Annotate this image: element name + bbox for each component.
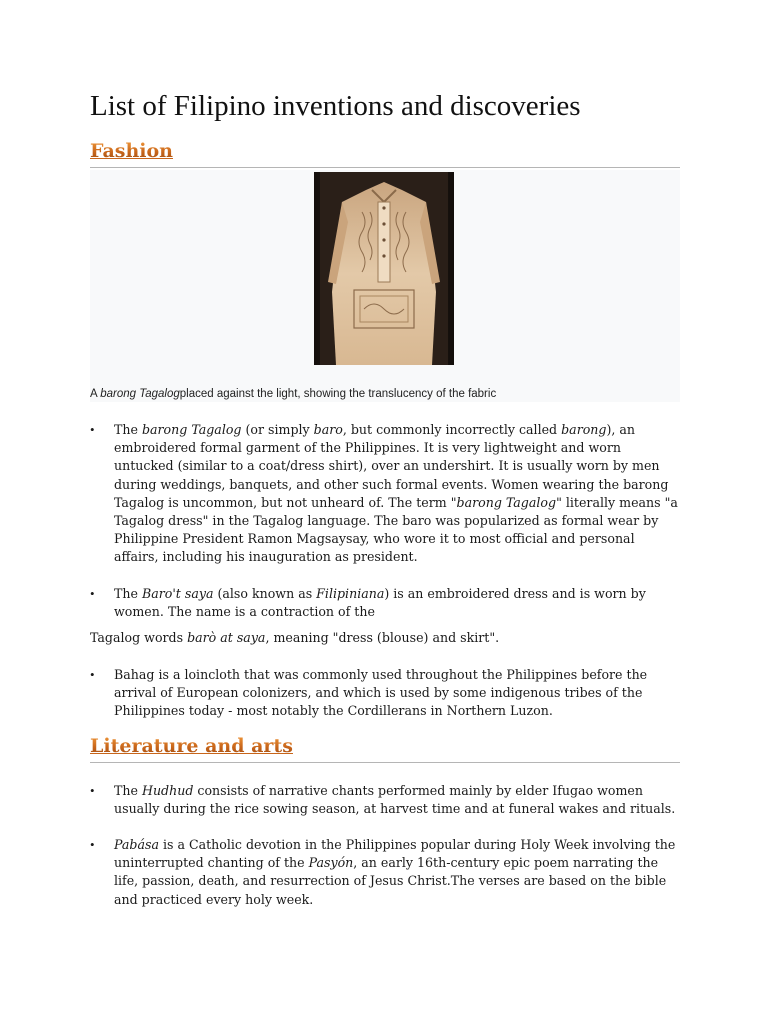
text-run: ) is an embroidered dress and is worn by women. The name is a contraction of the bbox=[114, 586, 646, 620]
fashion-list bbox=[90, 421, 682, 567]
text-emphasis: barò at saya bbox=[187, 630, 266, 645]
text-run: Bahag is a loincloth that was commonly used throughout the Philippines before the arrival of European colonizers, and which is used by some indigenous tribes of the Philippines today - most notably the Cordillerans in Northern Luzon. bbox=[114, 667, 648, 719]
caption-text: A bbox=[90, 388, 101, 400]
literature-list bbox=[90, 836, 682, 909]
literature-list bbox=[90, 782, 682, 818]
text-run: The bbox=[114, 422, 142, 437]
text-run: is a Catholic devotion in the Philippines popular during Holy Week involving the uninterrupted chanting of the bbox=[114, 837, 676, 871]
text-emphasis: Pasyón bbox=[308, 855, 354, 871]
section-divider bbox=[90, 167, 680, 168]
text-emphasis: barong Tagalog bbox=[141, 422, 242, 437]
list-item-pabasa bbox=[90, 836, 682, 909]
section-heading-fashion: Fashion bbox=[90, 140, 173, 162]
list-item-barong-tagalog bbox=[90, 421, 682, 567]
barong-tagalog-photo bbox=[314, 172, 454, 365]
text-emphasis: barong Tagalog bbox=[456, 494, 557, 510]
text-run: consists of narrative chants performed mainly by elder Ifugao women usually during the rice sowing season, at harvest time and at funeral wakes and rituals. bbox=[114, 783, 676, 817]
caption-emphasis: barong Tagalog bbox=[100, 388, 180, 400]
fashion-list bbox=[90, 666, 682, 721]
list-item-barot-saya bbox=[90, 585, 682, 621]
list-item-bahag bbox=[90, 666, 682, 721]
text-run: The bbox=[114, 586, 142, 601]
bullet-icon: • bbox=[90, 783, 95, 798]
continuation-paragraph bbox=[90, 629, 682, 647]
text-emphasis: Pabása bbox=[114, 837, 159, 852]
text-emphasis: Baro't saya bbox=[141, 586, 214, 601]
text-run: ), an embroidered formal garment of the Philippines. It is very lightweight and worn untucked (similar to a coat/dress shirt), over an undershirt. It is usually worn by men during weddings, banquets, and other such formal events. Women wearing the barong Tagalog is uncommon, but not unheard of. The term " bbox=[114, 422, 669, 510]
text-run: (or simply bbox=[241, 422, 314, 437]
section-heading-literature-and-arts: Literature and arts bbox=[90, 735, 293, 757]
list-item-hudhud bbox=[90, 782, 682, 818]
text-run: , but commonly incorrectly called bbox=[342, 422, 562, 437]
caption-text: placed against the light, showing the translucency of the fabric bbox=[179, 388, 497, 400]
page-title: List of Filipino inventions and discoveries bbox=[90, 90, 581, 122]
text-run: , meaning "dress (blouse) and skirt". bbox=[265, 630, 500, 645]
figure-barong-tagalog bbox=[90, 170, 680, 402]
figure-caption bbox=[90, 388, 680, 400]
section-divider bbox=[90, 762, 680, 763]
bullet-icon: • bbox=[90, 422, 95, 437]
bullet-icon: • bbox=[90, 667, 95, 682]
text-run: Tagalog words bbox=[90, 630, 188, 645]
text-run: " literally means "a Tagalog dress" in the Tagalog language. The baro was popularized as formal wear by Philippine President Ramon Magsaysay, who wore it to most official and personal affairs, including his inauguration as president. bbox=[114, 494, 678, 565]
bullet-icon: • bbox=[90, 586, 95, 601]
text-emphasis: Hudhud bbox=[141, 783, 194, 798]
text-emphasis: barong bbox=[561, 422, 607, 437]
text-emphasis: Filipiniana bbox=[316, 586, 385, 601]
text-run: (also known as bbox=[213, 586, 317, 601]
fashion-list bbox=[90, 585, 682, 621]
bullet-icon: • bbox=[90, 837, 95, 852]
text-emphasis: baro bbox=[313, 422, 343, 437]
barong-garment-image bbox=[314, 172, 454, 365]
text-run: , an early 16th-century epic poem narrating the life, passion, death, and resurrection of Jesus Christ.The verses are based on the bible and practiced every holy week. bbox=[114, 855, 667, 907]
text-run: The bbox=[114, 783, 142, 798]
